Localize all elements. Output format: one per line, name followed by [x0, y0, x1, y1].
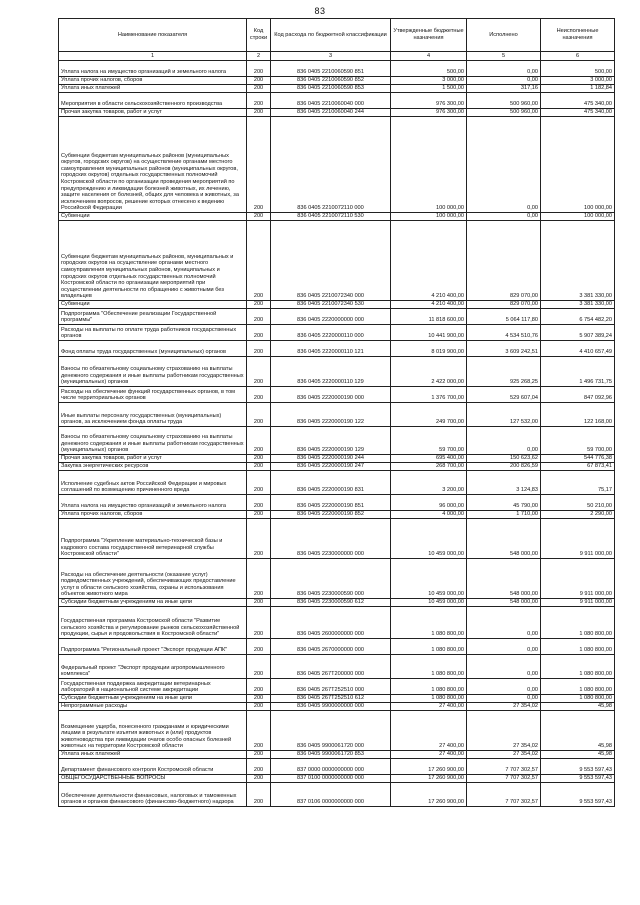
column-number: 1	[59, 52, 247, 61]
unexecuted-amount: 100 000,00	[541, 213, 615, 221]
budget-class-code: 836 0405 2670000000 000	[271, 639, 391, 655]
indicator-name: ОБЩЕГОСУДАРСТВЕННЫЕ ВОПРОСЫ	[59, 775, 247, 783]
indicator-name: Расходы на обеспечение деятельности (оказание услуг) подведомственных учреждений, обеспечивающих предоставление услуг в области сельского хозяйства, охраны и использования объектов животного мира	[59, 559, 247, 599]
indicator-name: Субсидии бюджетным учреждениям на иные цели	[59, 599, 247, 607]
executed-amount: 200 826,59	[467, 463, 541, 471]
indicator-name: Прочая закупка товаров, работ и услуг	[59, 455, 247, 463]
indicator-name: Возмещение ущерба, понесенного гражданами и юридическими лицами в результате изъятия животных и (или) продуктов животноводства при ликвидации очагов особо опасных болезней животных на территории Костромской области	[59, 711, 247, 751]
unexecuted-amount: 847 092,96	[541, 387, 615, 403]
approved-amount: 1 080 800,00	[391, 607, 467, 639]
executed-amount: 3 609 242,51	[467, 341, 541, 357]
budget-class-code: 836 0405 9900061720 000	[271, 711, 391, 751]
unexecuted-amount: 5 907 389,24	[541, 325, 615, 341]
line-code: 200	[247, 213, 271, 221]
indicator-name: Субвенции	[59, 213, 247, 221]
executed-amount: 0,00	[467, 679, 541, 695]
indicator-name: Мероприятия в области сельскохозяйственного производства	[59, 93, 247, 109]
table-row	[59, 85, 615, 93]
indicator-name: Уплата прочих налогов, сборов	[59, 511, 247, 519]
approved-amount: 2 422 000,00	[391, 357, 467, 387]
unexecuted-amount: 2 290,00	[541, 511, 615, 519]
line-code: 200	[247, 751, 271, 759]
approved-amount: 4 000,00	[391, 511, 467, 519]
budget-class-code: 836 0405 2220000110 129	[271, 357, 391, 387]
unexecuted-amount: 100 000,00	[541, 117, 615, 213]
budget-class-code: 836 0405 9900061720 853	[271, 751, 391, 759]
indicator-name: Субвенции	[59, 301, 247, 309]
table-row	[59, 301, 615, 309]
line-code: 200	[247, 607, 271, 639]
table-row	[59, 711, 615, 751]
budget-class-code: 836 0405 2220000190 831	[271, 471, 391, 495]
table-row	[59, 309, 615, 325]
budget-class-code: 837 0100 0000000000 000	[271, 775, 391, 783]
unexecuted-amount: 45,98	[541, 711, 615, 751]
executed-amount: 27 354,02	[467, 711, 541, 751]
approved-amount: 27 400,00	[391, 703, 467, 711]
line-code: 200	[247, 325, 271, 341]
table-row	[59, 775, 615, 783]
executed-amount: 317,16	[467, 85, 541, 93]
unexecuted-amount: 3 381 330,00	[541, 301, 615, 309]
column-number-row	[59, 52, 615, 61]
unexecuted-amount: 475 340,00	[541, 93, 615, 109]
indicator-name: Взносы по обязательному социальному страхованию на выплаты денежного содержания и иные выплаты работникам государственных (муниципальных) органов	[59, 427, 247, 455]
executed-amount: 0,00	[467, 117, 541, 213]
executed-amount: 500 960,00	[467, 93, 541, 109]
column-number: 6	[541, 52, 615, 61]
approved-amount: 4 210 400,00	[391, 221, 467, 301]
column-number: 5	[467, 52, 541, 61]
line-code: 200	[247, 109, 271, 117]
approved-amount: 10 441 900,00	[391, 325, 467, 341]
column-number: 3	[271, 52, 391, 61]
budget-class-code: 836 0405 2220000190 852	[271, 511, 391, 519]
approved-amount: 1 080 800,00	[391, 679, 467, 695]
indicator-name: Государственная поддержка аккредитации ветеринарных лабораторий в национальной системе аккредитации	[59, 679, 247, 695]
approved-amount: 695 400,00	[391, 455, 467, 463]
budget-class-code: 836 0405 2230000590 000	[271, 559, 391, 599]
budget-class-code: 836 0405 2220000190 247	[271, 463, 391, 471]
approved-amount: 1 500,00	[391, 85, 467, 93]
table-row	[59, 695, 615, 703]
indicator-name: Субсидии бюджетным учреждениям на иные цели	[59, 695, 247, 703]
column-number: 2	[247, 52, 271, 61]
table-row	[59, 679, 615, 695]
unexecuted-amount: 45,98	[541, 751, 615, 759]
budget-class-code: 836 0405 2230000590 612	[271, 599, 391, 607]
executed-amount: 0,00	[467, 607, 541, 639]
budget-class-code: 836 0405 2210060590 852	[271, 77, 391, 85]
executed-amount: 0,00	[467, 427, 541, 455]
table-row	[59, 607, 615, 639]
line-code: 200	[247, 455, 271, 463]
budget-class-code: 837 0000 0000000000 000	[271, 759, 391, 775]
budget-class-code: 836 0405 2220000190 851	[271, 495, 391, 511]
executed-amount: 0,00	[467, 77, 541, 85]
table-row	[59, 655, 615, 679]
indicator-name: Уплата иных платежей	[59, 751, 247, 759]
budget-class-code: 836 0405 2210072340 530	[271, 301, 391, 309]
indicator-name: Уплата налога на имущество организаций и земельного налога	[59, 495, 247, 511]
budget-class-code: 836 0405 2210072340 000	[271, 221, 391, 301]
line-code: 200	[247, 511, 271, 519]
table-row	[59, 357, 615, 387]
line-code: 200	[247, 427, 271, 455]
line-code: 200	[247, 357, 271, 387]
table-row	[59, 471, 615, 495]
header-line-code: Код строки	[247, 19, 271, 52]
unexecuted-amount: 9 911 000,00	[541, 599, 615, 607]
budget-class-code: 837 0106 0000000000 000	[271, 783, 391, 807]
line-code: 200	[247, 387, 271, 403]
budget-class-code: 836 0405 9900000000 000	[271, 703, 391, 711]
budget-class-code: 836 0405 2210060040 244	[271, 109, 391, 117]
indicator-name: Закупка энергетических ресурсов	[59, 463, 247, 471]
unexecuted-amount: 9 553 597,43	[541, 759, 615, 775]
approved-amount: 4 210 400,00	[391, 301, 467, 309]
executed-amount: 150 623,62	[467, 455, 541, 463]
unexecuted-amount: 1 080 800,00	[541, 695, 615, 703]
unexecuted-amount: 1 080 800,00	[541, 639, 615, 655]
table-row	[59, 599, 615, 607]
unexecuted-amount: 1 496 731,75	[541, 357, 615, 387]
indicator-name: Иные выплаты персоналу государственных (муниципальных) органов, за исключением фонда оплаты труда	[59, 403, 247, 427]
table-row	[59, 77, 615, 85]
indicator-name: Подпрограмма "Региональный проект "Экспорт продукции АПК"	[59, 639, 247, 655]
column-number: 4	[391, 52, 467, 61]
executed-amount: 0,00	[467, 639, 541, 655]
budget-class-code: 836 0405 2210072110 000	[271, 117, 391, 213]
unexecuted-amount: 9 553 597,43	[541, 775, 615, 783]
executed-amount: 500 960,00	[467, 109, 541, 117]
approved-amount: 976 300,00	[391, 109, 467, 117]
unexecuted-amount: 1 080 800,00	[541, 607, 615, 639]
unexecuted-amount: 4 410 657,49	[541, 341, 615, 357]
header-executed: Исполнено	[467, 19, 541, 52]
unexecuted-amount: 3 381 330,00	[541, 221, 615, 301]
table-row	[59, 213, 615, 221]
budget-class-code: 836 0405 2210072110 530	[271, 213, 391, 221]
indicator-name: Субвенции бюджетам муниципальных районов, муниципальных и городских округов на осуществление органами местного самоуправления муниципальных районов, муниципальных и городских округов отдельных государственных полномочий Костромской области по организации мероприятий при осуществлении деятельности по обращению с животными без владельцев	[59, 221, 247, 301]
unexecuted-amount: 544 776,38	[541, 455, 615, 463]
approved-amount: 1 080 800,00	[391, 639, 467, 655]
indicator-name: Расходы на обеспечение функций государственных органов, в том числе территориальных органов	[59, 387, 247, 403]
executed-amount: 4 534 510,76	[467, 325, 541, 341]
line-code: 200	[247, 309, 271, 325]
executed-amount: 0,00	[467, 61, 541, 77]
table-row	[59, 325, 615, 341]
line-code: 200	[247, 117, 271, 213]
budget-class-code: 836 0405 2220000190 244	[271, 455, 391, 463]
indicator-name: Подпрограмма "Укрепление материально-технической базы и кадрового состава государственной ветеринарной службы Костромской области"	[59, 519, 247, 559]
header-unexecuted: Неисполненные назначения	[541, 19, 615, 52]
unexecuted-amount: 75,17	[541, 471, 615, 495]
executed-amount: 925 268,25	[467, 357, 541, 387]
unexecuted-amount: 122 168,00	[541, 403, 615, 427]
budget-class-code: 836 0405 2600000000 000	[271, 607, 391, 639]
indicator-name: Обеспечение деятельности финансовых, налоговых и таможенных органов и органов финансового (финансово-бюджетного) надзора	[59, 783, 247, 807]
executed-amount: 3 124,83	[467, 471, 541, 495]
executed-amount: 7 707 302,57	[467, 759, 541, 775]
line-code: 200	[247, 703, 271, 711]
indicator-name: Субвенции бюджетам муниципальных районов (муниципальных округов, городских округов) на осуществление органами местного самоуправления муниципальных районов (муниципальных округов, городских округов) отдельных государственных полномочий Костромской области по организации проведения мероприятий по предупреждению и ликвидации болезней животных, их лечению, защите населения от болезней, общих для человека и животных, за исключением вопросов, решение которых отнесено к ведению Российской Федерации	[59, 117, 247, 213]
table-row	[59, 511, 615, 519]
header-budget-class-code: Код расхода по бюджетной классификации	[271, 19, 391, 52]
line-code: 200	[247, 559, 271, 599]
approved-amount: 8 019 900,00	[391, 341, 467, 357]
table-row	[59, 61, 615, 77]
approved-amount: 10 459 000,00	[391, 519, 467, 559]
line-code: 200	[247, 463, 271, 471]
table-row	[59, 759, 615, 775]
executed-amount: 829 070,00	[467, 301, 541, 309]
approved-amount: 10 459 000,00	[391, 559, 467, 599]
unexecuted-amount: 500,00	[541, 61, 615, 77]
unexecuted-amount: 50 210,00	[541, 495, 615, 511]
executed-amount: 27 354,02	[467, 751, 541, 759]
unexecuted-amount: 9 553 597,43	[541, 783, 615, 807]
line-code: 200	[247, 301, 271, 309]
line-code: 200	[247, 519, 271, 559]
budget-class-code: 836 0405 2210060590 853	[271, 85, 391, 93]
approved-amount: 976 300,00	[391, 93, 467, 109]
budget-class-code: 836 0405 2210060040 000	[271, 93, 391, 109]
table-row	[59, 341, 615, 357]
approved-amount: 59 700,00	[391, 427, 467, 455]
line-code: 200	[247, 221, 271, 301]
budget-execution-table	[58, 18, 615, 807]
table-row	[59, 463, 615, 471]
unexecuted-amount: 67 873,41	[541, 463, 615, 471]
unexecuted-amount: 45,98	[541, 703, 615, 711]
line-code: 200	[247, 77, 271, 85]
indicator-name: Расходы на выплаты по оплате труда работников государственных органов	[59, 325, 247, 341]
table-row	[59, 783, 615, 807]
line-code: 200	[247, 471, 271, 495]
header-indicator-name: Наименование показателя	[59, 19, 247, 52]
approved-amount: 3 000,00	[391, 77, 467, 85]
unexecuted-amount: 9 911 000,00	[541, 519, 615, 559]
line-code: 200	[247, 93, 271, 109]
unexecuted-amount: 59 700,00	[541, 427, 615, 455]
table-row	[59, 387, 615, 403]
indicator-name: Федеральный проект "Экспорт продукции агропромышленного комплекса"	[59, 655, 247, 679]
line-code: 200	[247, 341, 271, 357]
unexecuted-amount: 9 911 000,00	[541, 559, 615, 599]
executed-amount: 0,00	[467, 655, 541, 679]
budget-class-code: 836 0405 2220000000 000	[271, 309, 391, 325]
approved-amount: 1 376 700,00	[391, 387, 467, 403]
line-code: 200	[247, 711, 271, 751]
table-row	[59, 519, 615, 559]
table-row	[59, 455, 615, 463]
executed-amount: 127 532,00	[467, 403, 541, 427]
unexecuted-amount: 6 754 482,20	[541, 309, 615, 325]
line-code: 200	[247, 403, 271, 427]
table-row	[59, 559, 615, 599]
table-row	[59, 93, 615, 109]
executed-amount: 0,00	[467, 695, 541, 703]
header-row	[59, 19, 615, 52]
approved-amount: 3 200,00	[391, 471, 467, 495]
approved-amount: 268 700,00	[391, 463, 467, 471]
approved-amount: 17 260 900,00	[391, 759, 467, 775]
indicator-name: Уплата прочих налогов, сборов	[59, 77, 247, 85]
header-approved: Утвержденные бюджетные назначения	[391, 19, 467, 52]
approved-amount: 1 080 800,00	[391, 655, 467, 679]
line-code: 200	[247, 639, 271, 655]
approved-amount: 249 700,00	[391, 403, 467, 427]
table-row	[59, 703, 615, 711]
table-body	[59, 61, 615, 807]
approved-amount: 11 818 600,00	[391, 309, 467, 325]
executed-amount: 7 707 302,57	[467, 783, 541, 807]
executed-amount: 5 064 117,80	[467, 309, 541, 325]
unexecuted-amount: 3 000,00	[541, 77, 615, 85]
executed-amount: 0,00	[467, 213, 541, 221]
executed-amount: 548 000,00	[467, 559, 541, 599]
approved-amount: 10 459 000,00	[391, 599, 467, 607]
approved-amount: 17 260 900,00	[391, 775, 467, 783]
table-row	[59, 221, 615, 301]
line-code: 200	[247, 695, 271, 703]
approved-amount: 100 000,00	[391, 213, 467, 221]
budget-class-code: 836 0405 2230000000 000	[271, 519, 391, 559]
indicator-name: Фонд оплаты труда государственных (муниципальных) органов	[59, 341, 247, 357]
unexecuted-amount: 1 080 800,00	[541, 679, 615, 695]
budget-class-code: 836 0405 2220000110 121	[271, 341, 391, 357]
approved-amount: 27 400,00	[391, 751, 467, 759]
budget-class-code: 836 0405 267T252510 000	[271, 679, 391, 695]
line-code: 200	[247, 655, 271, 679]
line-code: 200	[247, 61, 271, 77]
approved-amount: 27 400,00	[391, 711, 467, 751]
executed-amount: 45 790,00	[467, 495, 541, 511]
approved-amount: 1 080 800,00	[391, 695, 467, 703]
table-row	[59, 117, 615, 213]
executed-amount: 548 000,00	[467, 519, 541, 559]
indicator-name: Департамент финансового контроля Костромской области	[59, 759, 247, 775]
budget-class-code: 836 0405 2210060590 851	[271, 61, 391, 77]
executed-amount: 7 707 302,57	[467, 775, 541, 783]
indicator-name: Подпрограмма "Обеспечение реализации Государственной программы"	[59, 309, 247, 325]
table-row	[59, 639, 615, 655]
executed-amount: 27 354,02	[467, 703, 541, 711]
budget-class-code: 836 0405 267T252510 612	[271, 695, 391, 703]
executed-amount: 829 070,00	[467, 221, 541, 301]
table-row	[59, 751, 615, 759]
budget-class-code: 836 0405 2220000110 000	[271, 325, 391, 341]
table-row	[59, 403, 615, 427]
approved-amount: 100 000,00	[391, 117, 467, 213]
unexecuted-amount: 1 080 800,00	[541, 655, 615, 679]
budget-class-code: 836 0405 2220000190 000	[271, 387, 391, 403]
indicator-name: Уплата налога на имущество организаций и земельного налога	[59, 61, 247, 77]
approved-amount: 17 260 900,00	[391, 783, 467, 807]
indicator-name: Прочая закупка товаров, работ и услуг	[59, 109, 247, 117]
unexecuted-amount: 1 182,84	[541, 85, 615, 93]
line-code: 200	[247, 599, 271, 607]
budget-class-code: 836 0405 2220000190 129	[271, 427, 391, 455]
approved-amount: 96 000,00	[391, 495, 467, 511]
line-code: 200	[247, 783, 271, 807]
budget-class-code: 836 0405 2220000190 122	[271, 403, 391, 427]
page-number: 83	[314, 6, 326, 16]
line-code: 200	[247, 679, 271, 695]
executed-amount: 548 000,00	[467, 599, 541, 607]
line-code: 200	[247, 495, 271, 511]
indicator-name: Исполнение судебных актов Российской Федерации и мировых соглашений по возмещению причиненного вреда	[59, 471, 247, 495]
indicator-name: Непрограммные расходы	[59, 703, 247, 711]
table-row	[59, 427, 615, 455]
table-row	[59, 109, 615, 117]
indicator-name: Государственная программа Костромской области "Развитие сельского хозяйства и регулирование рынков сельскохозяйственной продукции, сырья и продовольствия в Костромской области"	[59, 607, 247, 639]
approved-amount: 500,00	[391, 61, 467, 77]
executed-amount: 1 710,00	[467, 511, 541, 519]
executed-amount: 529 607,04	[467, 387, 541, 403]
line-code: 200	[247, 85, 271, 93]
indicator-name: Уплата иных платежей	[59, 85, 247, 93]
indicator-name: Взносы по обязательному социальному страхованию на выплаты денежного содержания и иные выплаты работникам государственных (муниципальных) органов	[59, 357, 247, 387]
line-code: 200	[247, 759, 271, 775]
line-code: 200	[247, 775, 271, 783]
table-row	[59, 495, 615, 511]
budget-class-code: 836 0405 267T200000 000	[271, 655, 391, 679]
unexecuted-amount: 475 340,00	[541, 109, 615, 117]
